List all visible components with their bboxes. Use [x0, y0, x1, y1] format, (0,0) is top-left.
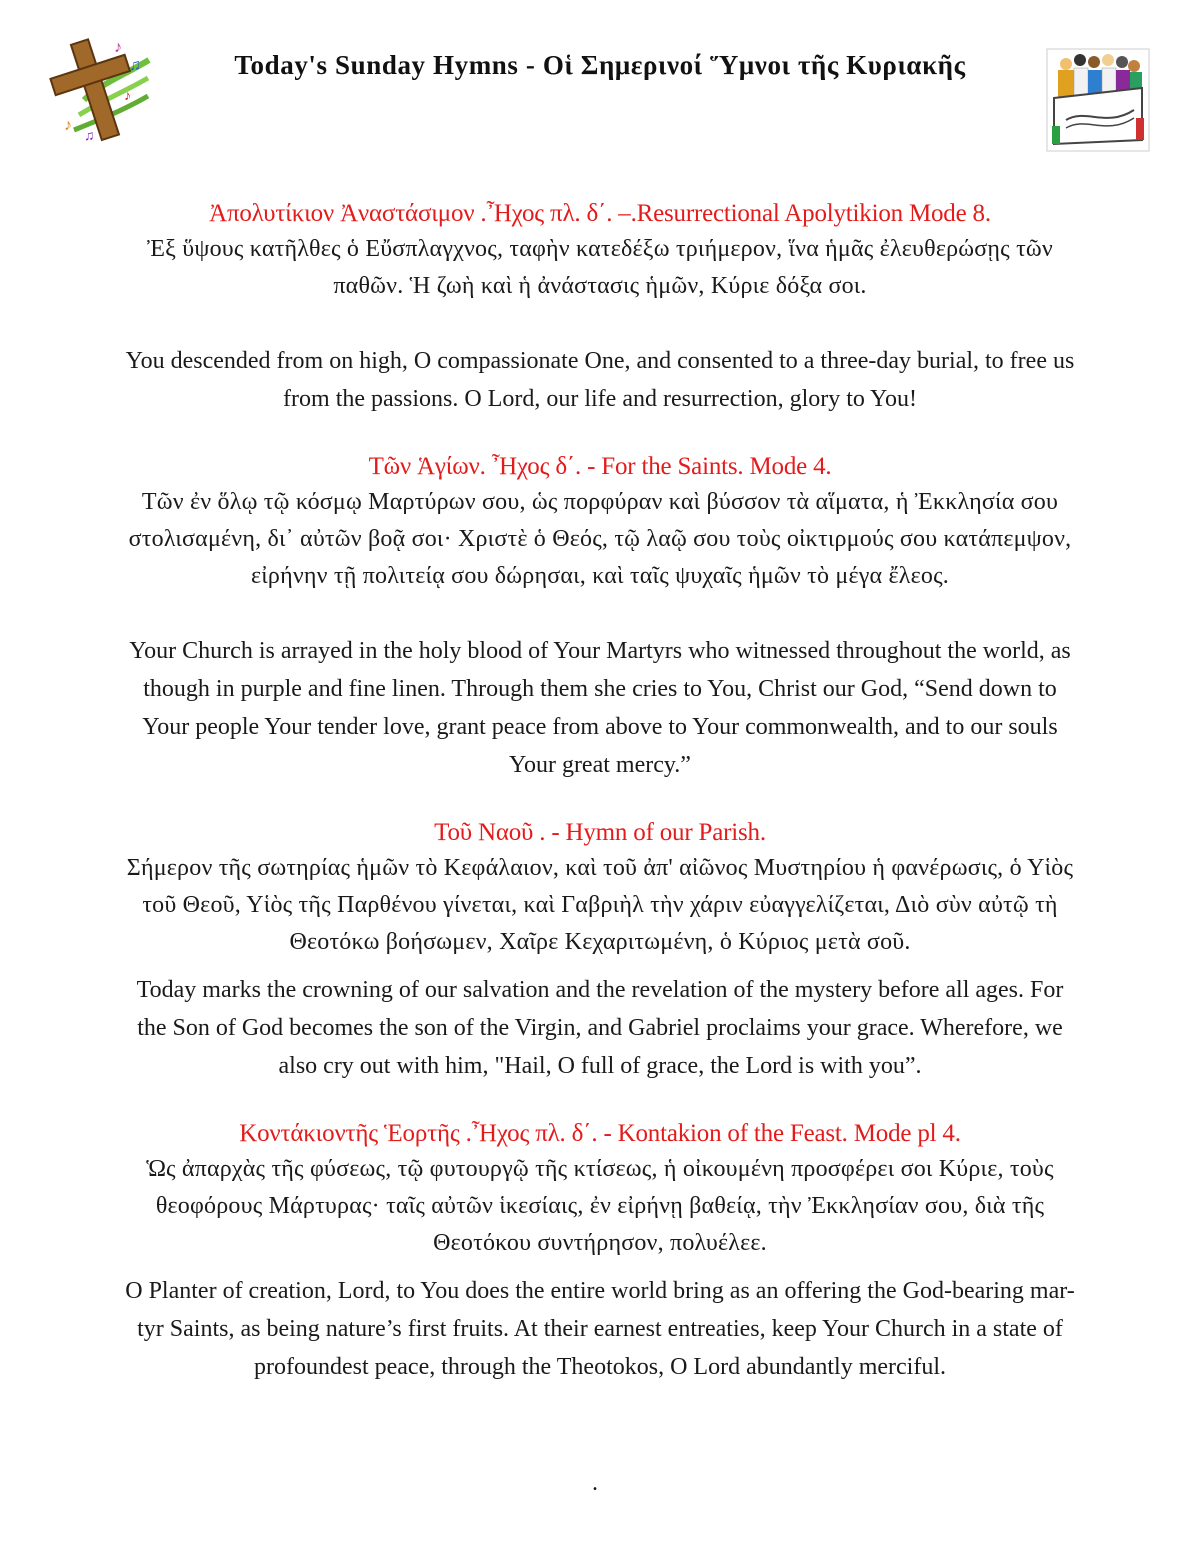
greek-line: στολισαμένη, δι᾽ αὐτῶν βοᾷ σοι· Χριστὲ ὁ Θεός, τῷ λαῷ σου τοὺς οἰκτιρμούς σου κατάπεμψον,	[128, 526, 1072, 552]
english-line: tyr Saints, as being nature’s first fruits. At their earnest entreaties, keep Your Church in a state of	[137, 1316, 1063, 1342]
greek-line: Ἐξ ὕψους κατῆλθες ὁ Εὔσπλαγχνος, ταφὴν κατεδέξω τριήμερον, ἵνα ἡμᾶς ἐλευθερώσῃς τῶν	[147, 236, 1053, 262]
english-line: the Son of God becomes the son of the Virgin, and Gabriel proclaims your grace. Wherefore, we	[137, 1015, 1063, 1041]
hymn-section-kontakion	[40, 1117, 1160, 1386]
english-line: Today marks the crowning of our salvation and the revelation of the mystery before all ages. For	[136, 977, 1064, 1003]
english-line: from the passions. O Lord, our life and resurrection, glory to You!	[283, 386, 917, 412]
section-heading: Κοντάκιοντῆς Ἑορτῆς .Ἦχος πλ. δ΄. - Kontakion of the Feast. Mode pl 4.	[239, 1120, 961, 1147]
svg-text:♪: ♪	[64, 117, 72, 134]
greek-line: Σήμερον τῆς σωτηρίας ἡμῶν τὸ Κεφάλαιον, καὶ τοῦ ἀπ' αἰῶνος Μυστηρίου ἡ φανέρωσις, ὁ Υἱὸς	[126, 855, 1074, 881]
greek-line: Θεοτόκου συντήρησον, πολυέλεε.	[433, 1230, 767, 1256]
english-line: Your Church is arrayed in the holy blood of Your Martyrs who witnessed throughout the world, as	[129, 638, 1071, 664]
cross-with-music-notes-icon	[44, 30, 154, 145]
svg-text:♪: ♪	[114, 39, 122, 56]
english-line: Your great mercy.”	[509, 752, 691, 778]
greek-line: Ὡς ἀπαρχὰς τῆς φύσεως, τῷ φυτουργῷ τῆς κτίσεως, ἡ οἰκουμένη προσφέρει σοι Κύριε, τοὺς	[146, 1156, 1054, 1182]
page-title: Today's Sunday Hymns - Οἱ Σημερινοί Ὕμνοι τῆς Κυριακῆς	[234, 50, 966, 80]
hymns-content	[40, 197, 1160, 1386]
svg-text:♫: ♫	[84, 129, 95, 144]
section-heading: Τῶν Ἁγίων. Ἦχος δ΄. - For the Saints. Mode 4.	[368, 453, 832, 480]
greek-line: παθῶν. Ἡ ζωὴ καὶ ἡ ἀνάστασις ἡμῶν, Κύριε δόξα σοι.	[333, 273, 867, 299]
section-heading: Ἀπολυτίκιον Ἀναστάσιμον .Ἦχος πλ. δ΄. –.Resurrectional Apolytikion Mode 8.	[209, 200, 991, 227]
english-line: profoundest peace, through the Theotokos, O Lord abundantly merciful.	[253, 1354, 947, 1380]
greek-line: Τῶν ἐν ὅλῳ τῷ κόσμῳ Μαρτύρων σου, ὡς πορφύραν καὶ βύσσον τὰ αἵματα, ἡ Ἐκκλησία σου	[141, 489, 1059, 515]
english-line: Your people Your tender love, grant peace from above to Your commonwealth, and to our souls	[142, 714, 1058, 740]
section-heading: Τοῦ Ναοῦ . - Hymn of our Parish.	[434, 819, 766, 846]
page-header	[0, 0, 1200, 160]
english-line: though in purple and fine linen. Through them she cries to You, Christ our God, “Send down to	[143, 676, 1057, 702]
church-choir-icon	[1046, 48, 1150, 152]
english-line: also cry out with him, "Hail, O full of grace, the Lord is with you”.	[278, 1053, 922, 1079]
hymn-section-apolytikion	[40, 197, 1160, 418]
footer-mark: .	[592, 1470, 598, 1496]
hymn-section-parish	[40, 816, 1160, 1085]
greek-line: εἰρήνην τῇ πολιτείᾳ σου δώρησαι, καὶ ταῖς ψυχαῖς ἡμῶν τὸ μέγα ἔλεος.	[251, 563, 949, 589]
english-line: O Planter of creation, Lord, to You does the entire world bring as an offering the God-bearing mar-	[125, 1278, 1075, 1304]
greek-line: Θεοτόκω βοήσωμεν, Χαῖρε Κεχαριτωμένη, ὁ Κύριος μετὰ σοῦ.	[289, 929, 911, 955]
svg-text:♫: ♫	[129, 57, 141, 74]
svg-text:♪: ♪	[124, 89, 131, 104]
greek-line: θεοφόρους Μάρτυρας· ταῖς αὐτῶν ἱκεσίαις, ἐν εἰρήνῃ βαθείᾳ, τὴν Ἐκκλησίαν σου, διὰ τῆς	[155, 1193, 1045, 1219]
hymn-section-saints	[40, 450, 1160, 784]
greek-line: τοῦ Θεοῦ, Υἱὸς τῆς Παρθένου γίνεται, καὶ Γαβριὴλ τὴν χάριν εὐαγγελίζεται, Διὸ σὺν αὐτῷ τὴ	[142, 892, 1058, 918]
english-line: You descended from on high, O compassionate One, and consented to a three-day burial, to free us	[125, 348, 1075, 374]
